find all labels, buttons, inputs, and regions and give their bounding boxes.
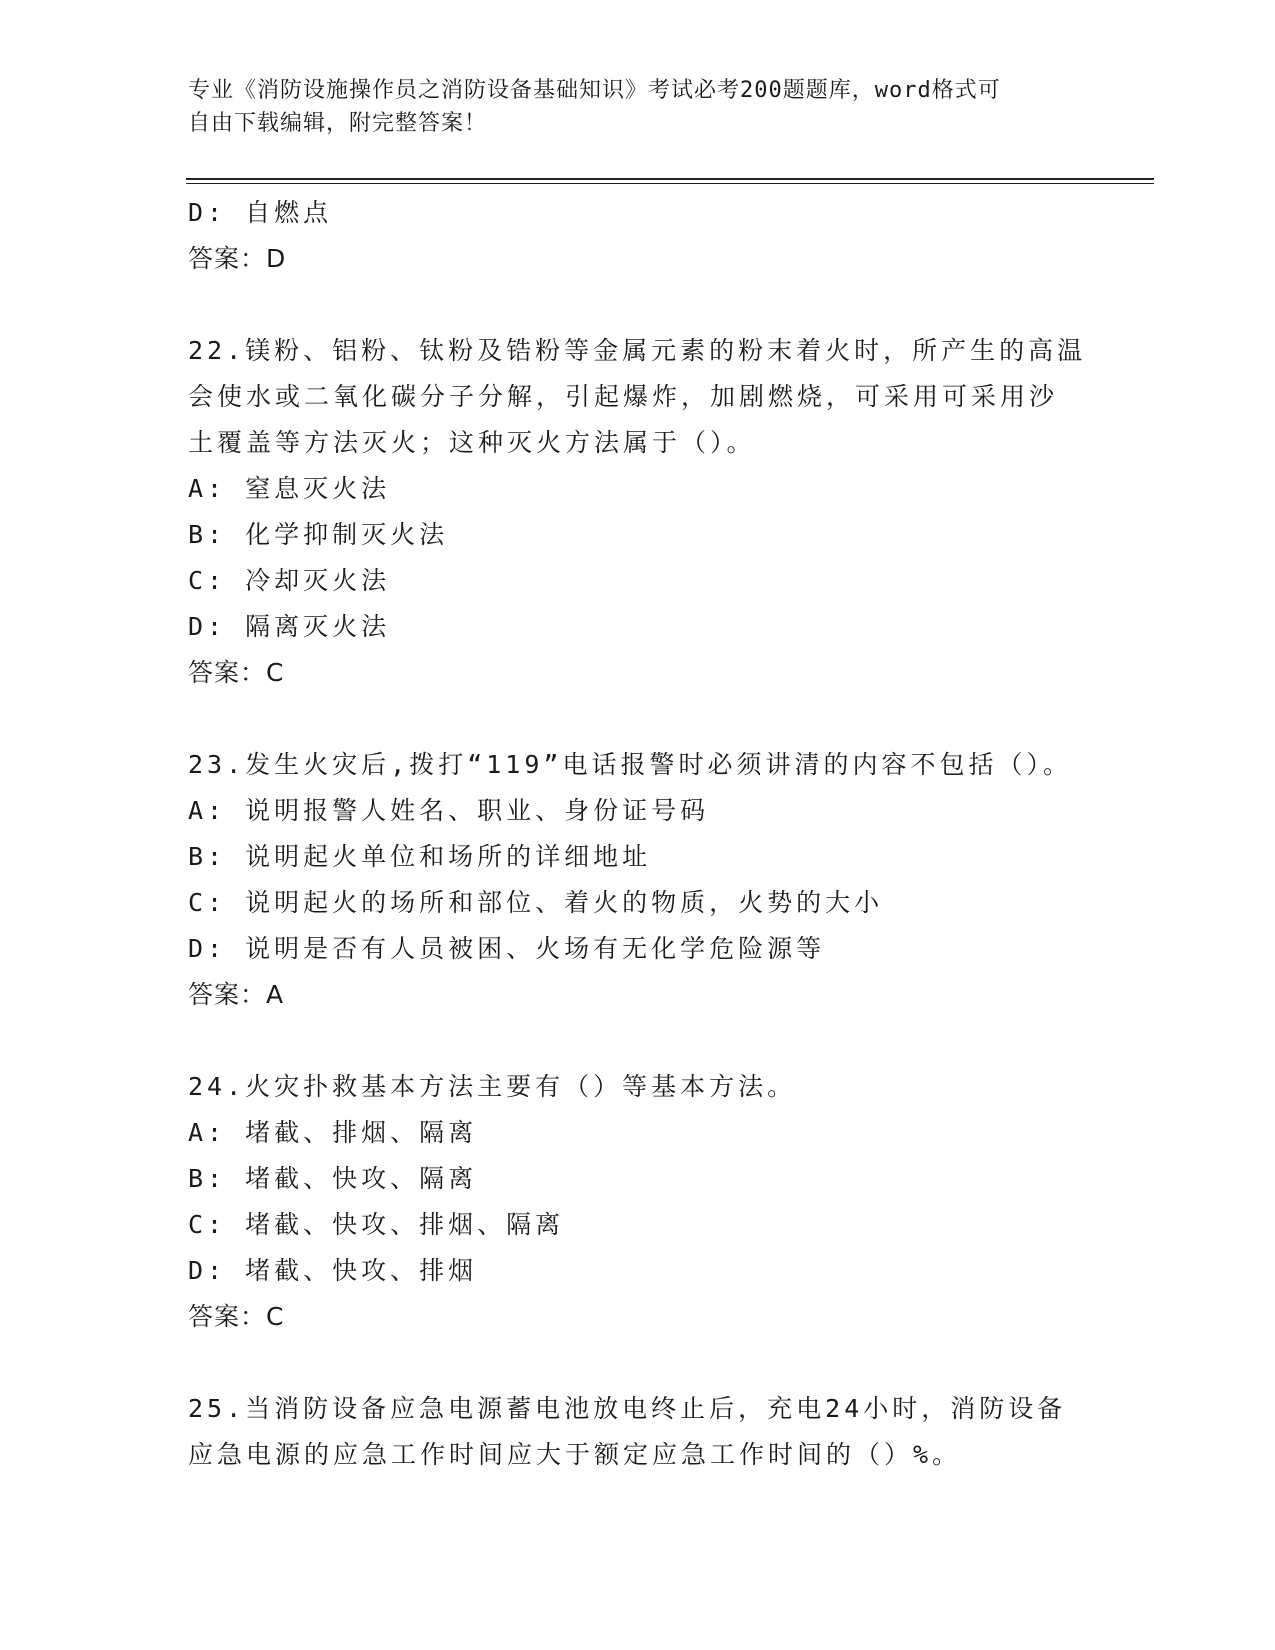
option-b: B: 说明起火单位和场所的详细地址 bbox=[188, 842, 652, 871]
option-a: A: 堵截、排烟、隔离 bbox=[188, 1118, 478, 1147]
document-body bbox=[188, 190, 1148, 1478]
question-22 bbox=[188, 328, 1148, 696]
answer-line: 答案：D bbox=[188, 244, 287, 273]
spacer bbox=[188, 1340, 1148, 1386]
question-text-line: 会使水或二氧化碳分子分解，引起爆炸，加剧燃烧，可采用可采用沙 bbox=[188, 382, 1059, 411]
header-divider-thick bbox=[186, 178, 1154, 180]
option-b: B: 堵截、快攻、隔离 bbox=[188, 1164, 478, 1193]
question-23 bbox=[188, 742, 1148, 1018]
option-c: C: 说明起火的场所和部位、着火的物质，火势的大小 bbox=[188, 888, 884, 917]
question-text-line: 应急电源的应急工作时间应大于额定应急工作时间的（）%。 bbox=[188, 1440, 962, 1469]
question-24 bbox=[188, 1064, 1148, 1340]
header-line-1: 专业《消防设施操作员之消防设备基础知识》考试必考200题题库，word格式可 bbox=[188, 78, 1001, 103]
question-text-line: 23.发生火灾后,拨打“119”电话报警时必须讲清的内容不包括（）。 bbox=[188, 750, 1072, 779]
question-text-line: 土覆盖等方法灭火；这种灭火方法属于（）。 bbox=[188, 428, 756, 457]
option-c: C: 冷却灭火法 bbox=[188, 566, 391, 595]
question-25 bbox=[188, 1386, 1148, 1478]
option-c: C: 堵截、快攻、排烟、隔离 bbox=[188, 1210, 565, 1239]
answer-line: 答案：C bbox=[188, 1302, 285, 1331]
question-text-line: 24.火灾扑救基本方法主要有（）等基本方法。 bbox=[188, 1072, 797, 1101]
spacer bbox=[188, 282, 1148, 328]
option-b: B: 化学抑制灭火法 bbox=[188, 520, 449, 549]
question-text-line: 22.镁粉、铝粉、钛粉及锆粉等金属元素的粉末着火时，所产生的高温 bbox=[188, 336, 1087, 365]
question-text-line: 25.当消防设备应急电源蓄电池放电终止后，充电24小时，消防设备 bbox=[188, 1394, 1067, 1423]
option-d: D: 自燃点 bbox=[188, 198, 333, 227]
header-divider-thin bbox=[186, 183, 1154, 184]
spacer bbox=[188, 1018, 1148, 1064]
document-header bbox=[188, 74, 1088, 140]
answer-line: 答案：C bbox=[188, 658, 285, 687]
option-a: A: 说明报警人姓名、职业、身份证号码 bbox=[188, 796, 710, 825]
answer-line: 答案：A bbox=[188, 980, 285, 1009]
option-d: D: 隔离灭火法 bbox=[188, 612, 391, 641]
option-a: A: 窒息灭火法 bbox=[188, 474, 391, 503]
spacer bbox=[188, 696, 1148, 742]
option-d: D: 说明是否有人员被困、火场有无化学危险源等 bbox=[188, 934, 826, 963]
option-d: D: 堵截、快攻、排烟 bbox=[188, 1256, 478, 1285]
question-21-tail bbox=[188, 190, 1148, 282]
header-line-2: 自由下载编辑，附完整答案！ bbox=[188, 111, 488, 136]
